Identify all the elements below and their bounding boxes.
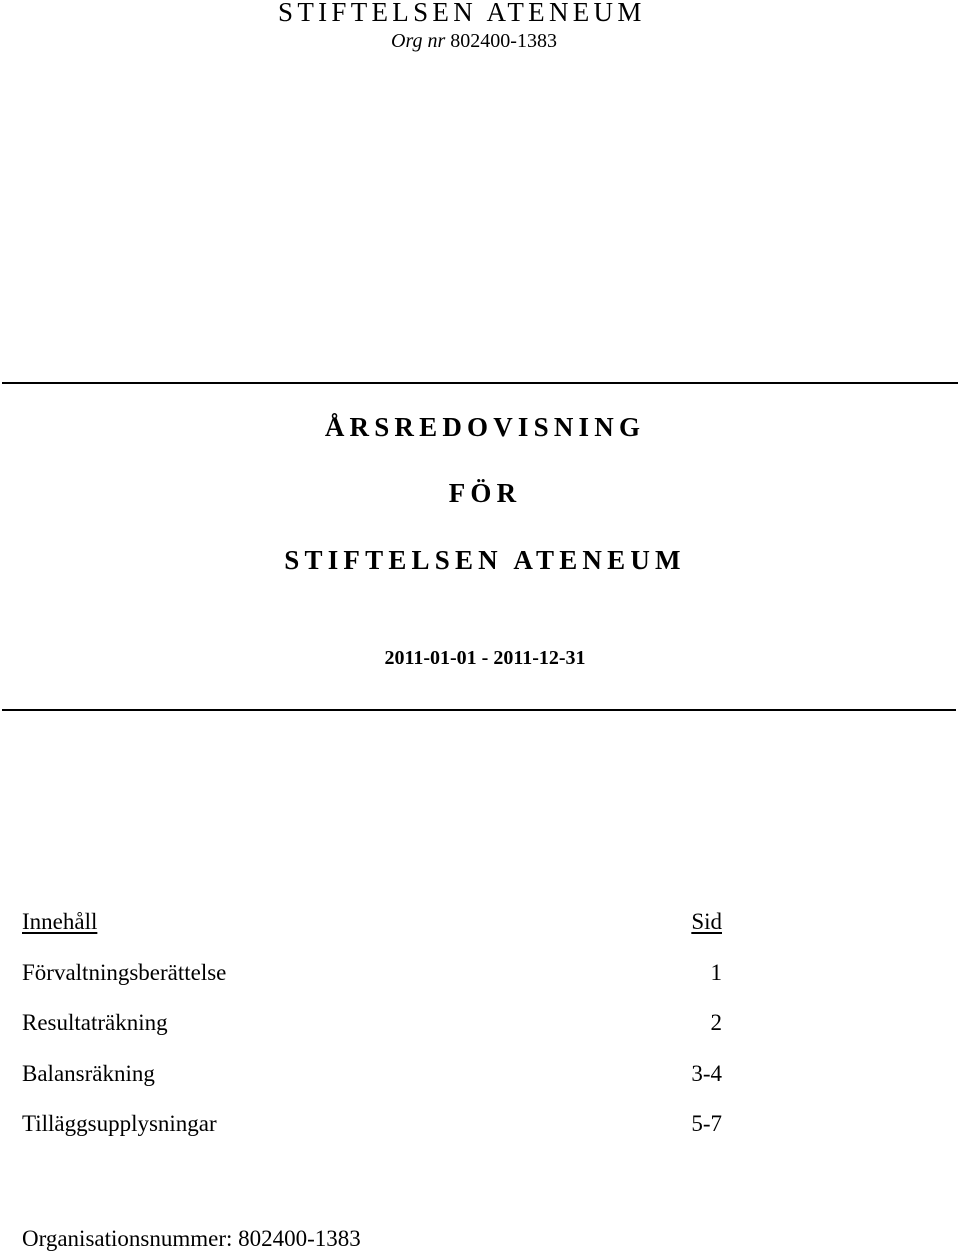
footer-org-number: Organisationsnummer: 802400-1383 [22, 1226, 361, 1251]
header-org-number [391, 29, 557, 53]
table-of-contents [22, 906, 722, 1159]
toc-item-page: 5-7 [691, 1111, 722, 1136]
cover-foundation-name: STIFTELSEN ATENEUM [284, 545, 686, 575]
toc-item-label: Tilläggsupplysningar [22, 1111, 217, 1136]
cover-title: ÅRSREDOVISNING [324, 412, 646, 442]
org-number: 802400-1383 [450, 30, 557, 52]
toc-item-label: Resultaträkning [22, 1010, 168, 1035]
toc-item-page: 2 [710, 1010, 722, 1035]
toc-heading-contents: Innehåll [22, 909, 98, 934]
cover-period: 2011-01-01 - 2011-12-31 [384, 647, 586, 669]
toc-item-page: 3-4 [691, 1060, 722, 1086]
toc-row [22, 1007, 722, 1058]
toc-item-label: Förvaltningsberättelse [22, 959, 227, 985]
toc-item-label: Balansräkning [22, 1060, 155, 1086]
toc-item-page: 1 [710, 959, 722, 985]
cover-for: FÖR [448, 478, 522, 508]
toc-row [22, 957, 722, 1008]
toc-heading-page: Sid [691, 909, 722, 934]
toc-row [22, 1058, 722, 1109]
toc-header [22, 906, 722, 957]
top-rule [2, 382, 958, 384]
bottom-rule [2, 709, 956, 711]
header-title: STIFTELSEN ATENEUM [278, 0, 646, 27]
org-label: Org nr [391, 30, 446, 52]
toc-row [22, 1108, 722, 1159]
